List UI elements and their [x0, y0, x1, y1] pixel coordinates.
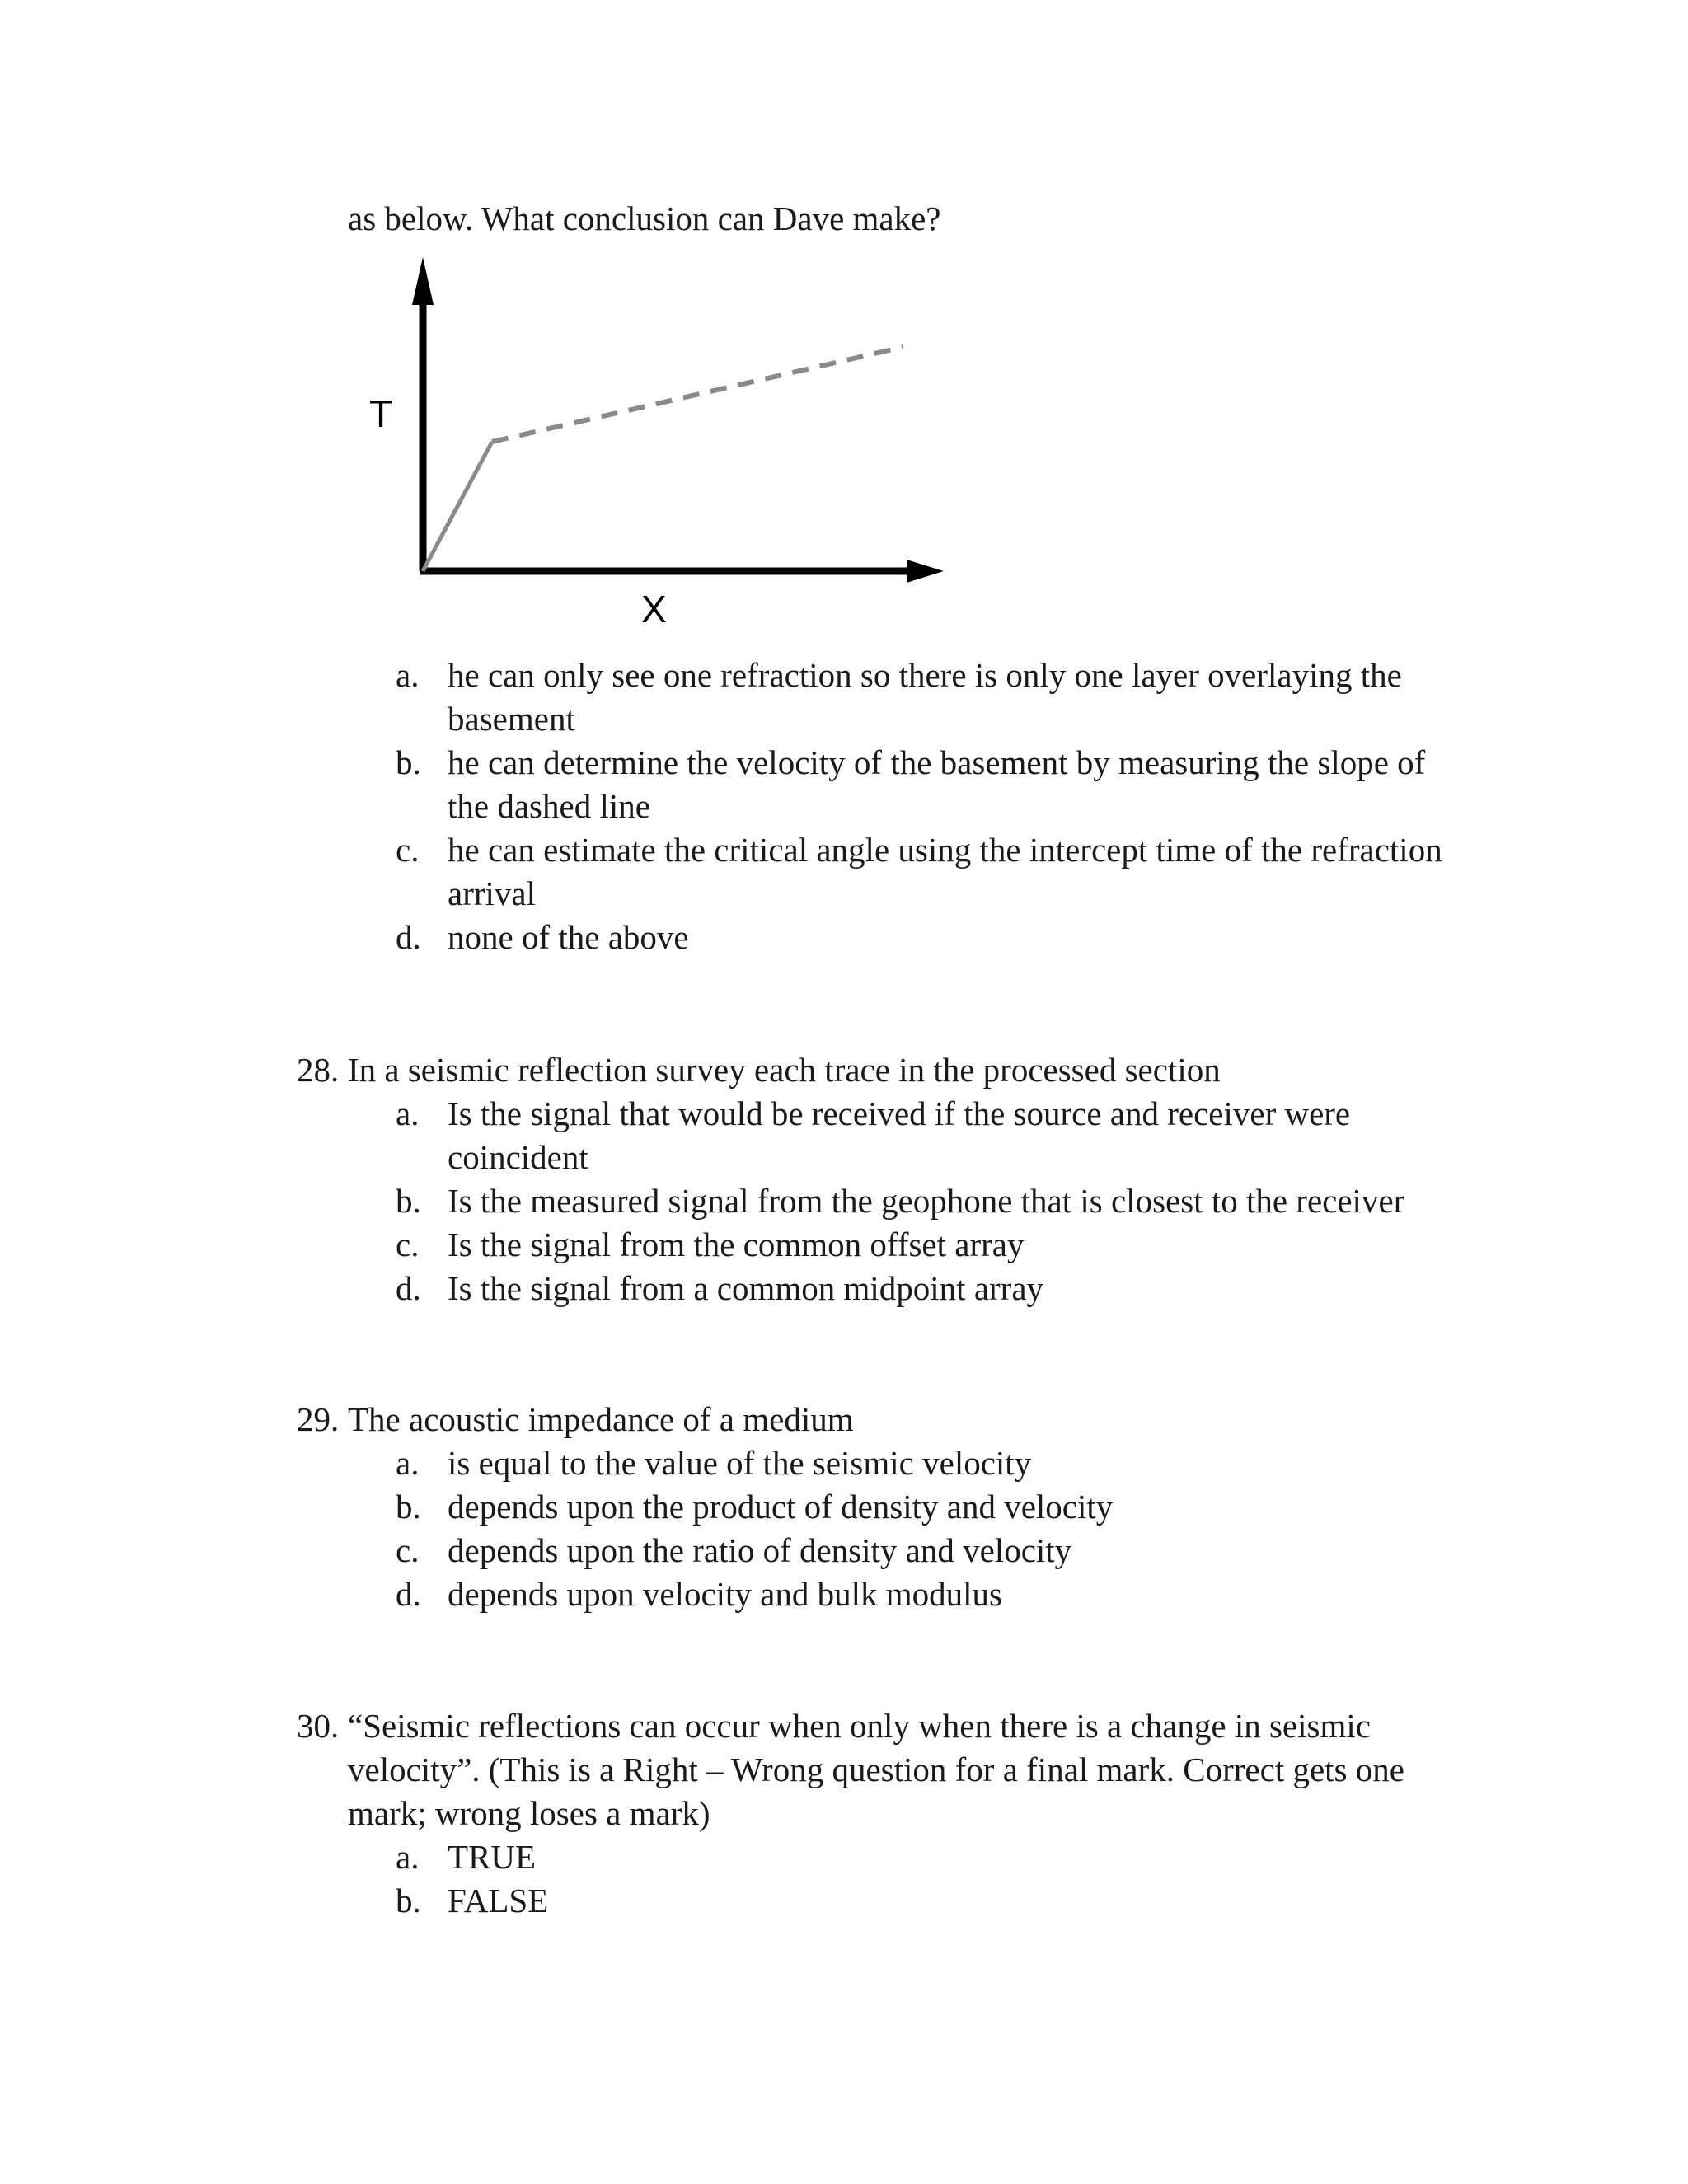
q28-option-a-text: Is the signal that would be received if the source and receiver were [448, 1094, 1351, 1132]
q28-option-d-text: Is the signal from a common midpoint array [448, 1269, 1044, 1307]
q29-number: 29. [297, 1400, 340, 1438]
q27-option-c-text: he can estimate the critical angle using the intercept time of the refraction [448, 831, 1442, 869]
q30-option-a-letter: a. [396, 1838, 420, 1876]
q30-option-b-letter: b. [396, 1882, 421, 1919]
travel-time-figure [346, 247, 973, 643]
q30-stem: mark; wrong loses a mark) [348, 1794, 710, 1832]
q27-option-d-letter: d. [396, 918, 421, 956]
x-axis-arrowhead [907, 560, 944, 583]
q29-option-b-text: depends upon the product of density and velocity [448, 1488, 1114, 1526]
q29-option-c-letter: c. [396, 1531, 420, 1569]
refraction-dashed-line [492, 347, 903, 442]
q28-option-a-letter: a. [396, 1094, 420, 1132]
q28-option-b-letter: b. [396, 1182, 421, 1220]
q27-option-c-text: arrival [448, 874, 536, 912]
t-axis-arrowhead [412, 257, 434, 305]
q27-option-b-letter: b. [396, 743, 421, 781]
q28-option-c-text: Is the signal from the common offset array [448, 1226, 1025, 1263]
q30-number: 30. [297, 1707, 340, 1745]
q28-option-d-letter: d. [396, 1269, 421, 1307]
q28-stem: In a seismic reflection survey each trace in the processed section [348, 1051, 1221, 1089]
q30-option-a-text: TRUE [448, 1838, 537, 1876]
q28-option-a-text: coincident [448, 1138, 588, 1176]
t-axis-label: T [369, 392, 393, 435]
q29-stem: The acoustic impedance of a medium [348, 1400, 854, 1438]
question-stem-continuation: as below. What conclusion can Dave make? [348, 199, 941, 237]
q27-option-a-text: he can only see one refraction so there is only one layer overlaying the [448, 656, 1402, 694]
q27-option-b-text: the dashed line [448, 787, 650, 825]
x-axis-label: X [641, 588, 667, 630]
q28-number: 28. [297, 1051, 340, 1089]
q30-stem: velocity”. (This is a Right – Wrong question for a final mark. Correct gets one [348, 1750, 1404, 1788]
q29-option-d-letter: d. [396, 1575, 421, 1613]
direct-arrival-line [423, 442, 492, 571]
q28-option-c-letter: c. [396, 1226, 420, 1263]
q29-option-c-text: depends upon the ratio of density and velocity [448, 1531, 1072, 1569]
q30-option-b-text: FALSE [448, 1882, 549, 1919]
q27-option-d-text: none of the above [448, 918, 689, 956]
q30-stem: “Seismic reflections can occur when only when there is a change in seismic [348, 1707, 1371, 1745]
q29-option-d-text: depends upon velocity and bulk modulus [448, 1575, 1002, 1613]
q27-option-a-letter: a. [396, 656, 420, 694]
q27-option-c-letter: c. [396, 831, 420, 869]
q27-option-b-text: he can determine the velocity of the basement by measuring the slope of [448, 743, 1426, 781]
q28-option-b-text: Is the measured signal from the geophone that is closest to the receiver [448, 1182, 1405, 1220]
q29-option-b-letter: b. [396, 1488, 421, 1526]
q29-option-a-letter: a. [396, 1444, 420, 1482]
q27-option-a-text: basement [448, 700, 575, 738]
q29-option-a-text: is equal to the value of the seismic velocity [448, 1444, 1032, 1482]
